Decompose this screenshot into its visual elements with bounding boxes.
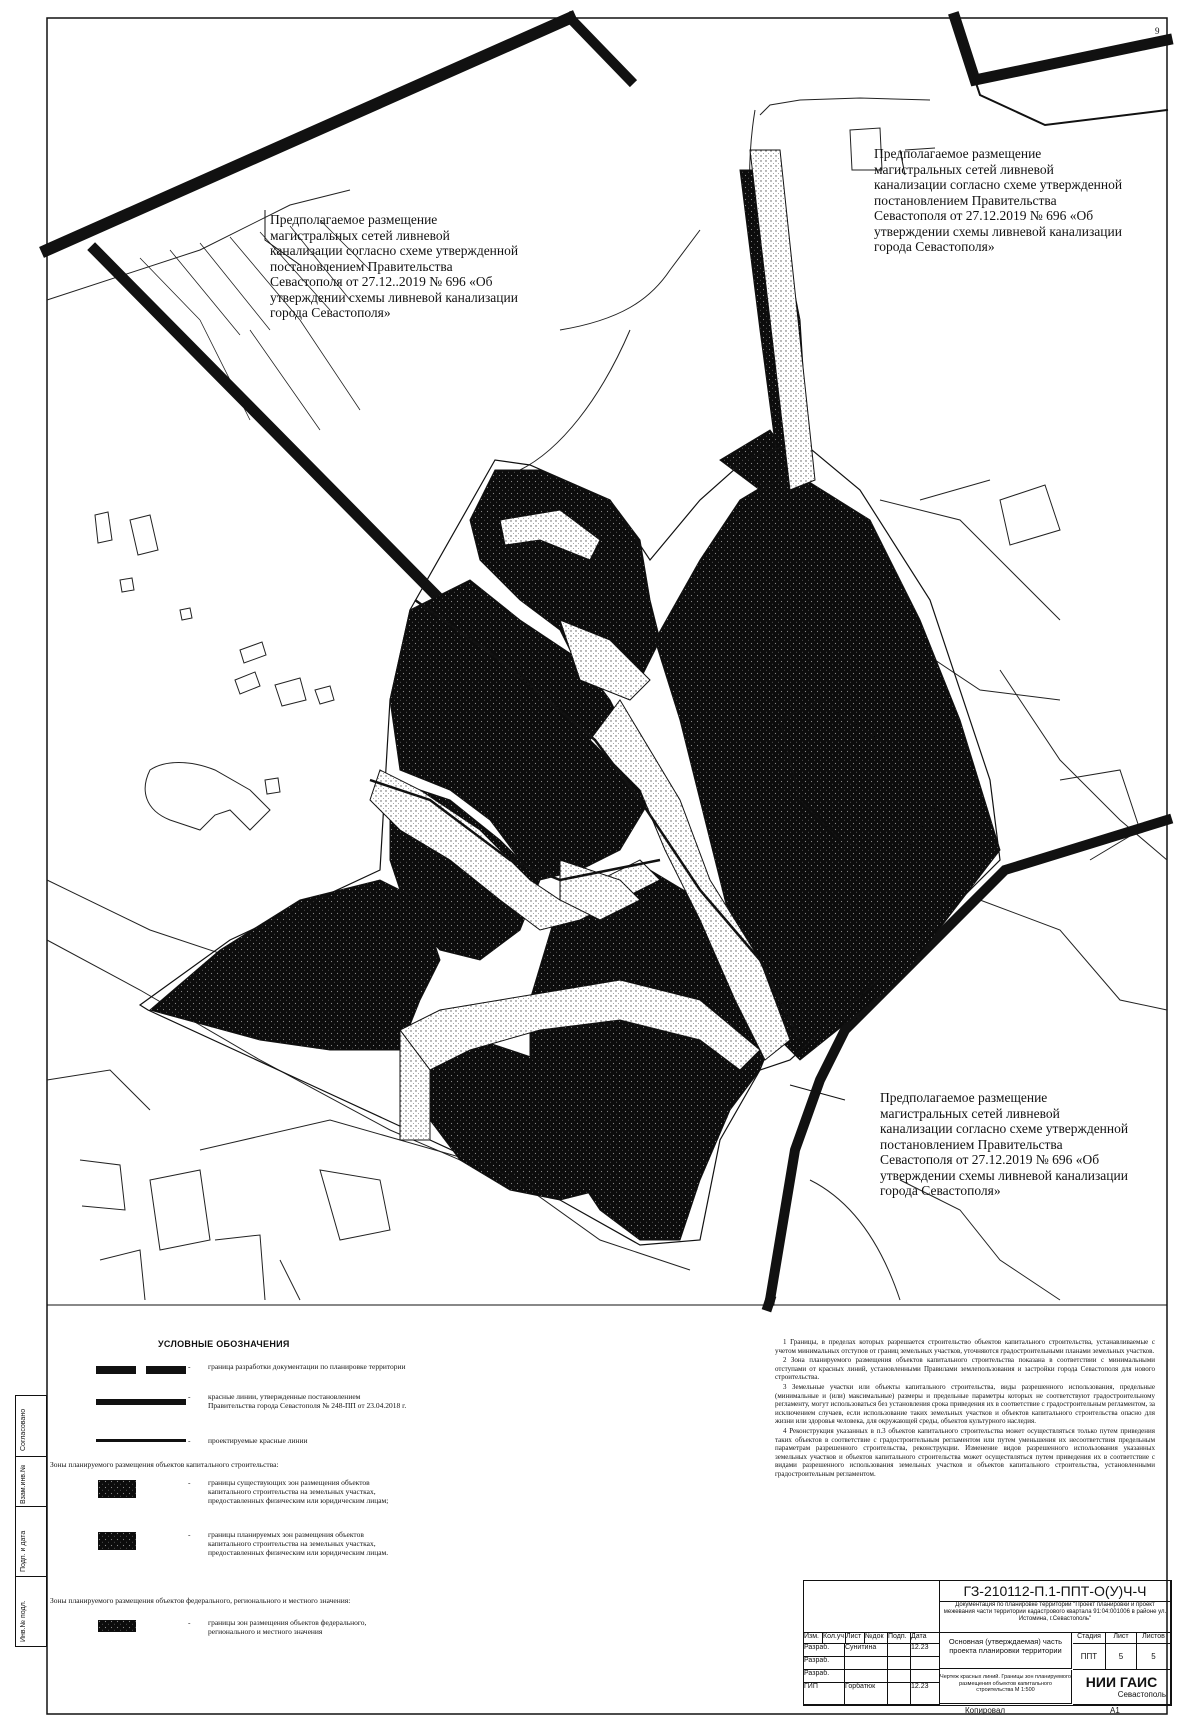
person-name: Горбатюк — [845, 1683, 888, 1705]
callout-line: магистральных сетей ливневой — [880, 1105, 1060, 1121]
side-label: Согласовано — [20, 1408, 27, 1451]
callout-line: магистральных сетей ливневой — [874, 161, 1054, 177]
legend-text: красные линии, утвержденные постановлением Правительства города Севастополя № 248-ПП от 23.04.2018 г. — [208, 1392, 407, 1410]
legend-item: - границы зон размещения объектов федерального, регионального и местного значения — [48, 1618, 408, 1648]
col-header: Дата — [911, 1633, 940, 1644]
callout-line: Севастополя от 27.12..2019 № 696 «Об — [270, 274, 493, 289]
side-stamp — [15, 1395, 47, 1647]
legend-text: граница разработки документации по планировке территории — [208, 1362, 406, 1371]
stage-value: ППТ — [1073, 1644, 1106, 1670]
person-name: Сунитина — [845, 1644, 888, 1657]
date: 12.23 — [911, 1644, 940, 1657]
col-header: Лист — [846, 1633, 865, 1644]
legend-group-heading: Зоны планируемого размещения объектов капитального строительства: — [50, 1460, 279, 1469]
drawing-title: Чертеж красных линий. Границы зон планируемого размещения объектов капитального строительства М 1:500 — [940, 1670, 1072, 1704]
callout-line: города Севастополя» — [874, 239, 995, 254]
red-line-symbol — [96, 1396, 186, 1408]
general-notes — [775, 1338, 1155, 1480]
copied-label: Копировал — [965, 1706, 1006, 1715]
legend-text: проектируемые красные линии — [208, 1436, 308, 1445]
person-name — [845, 1657, 888, 1670]
legend-group-heading: Зоны планируемого размещения объектов федерального, регионального и местного значения: — [50, 1596, 351, 1605]
legend-item: - красные линии, утвержденные постановлением Правительства города Севастополя № 248-ПП от 23.04.2018 г. — [48, 1392, 408, 1432]
section-title: Основная (утверждаемая) часть проекта планировки территории — [940, 1633, 1072, 1669]
role: Разраб. — [804, 1670, 845, 1683]
organization — [1073, 1670, 1171, 1705]
signature — [888, 1644, 911, 1657]
note-paragraph: 3 Земельные участки или объекты капитального строительства, виды разрешенного использования, предельные (минимальные и (или) максимальные) размеры и предельные параметры которых не соответствуют градостроительному регламенту, могут использоваться без установления срока приведения их в соответствие с градостроительным регламентом, за исключением случаев, если использование таких земельных участков и объектов капитального строительства опасно для жизни или здоровья человека, для окружающей среды, объектов культурного наследия. — [775, 1382, 1155, 1426]
callout-line: города Севастополя» — [270, 305, 391, 320]
col-header: №док — [865, 1633, 888, 1644]
legend-text: границы планируемых зон размещения объектов капитального строительства на земельных участках, предоставленных физическим или юридическим лицам. — [208, 1530, 389, 1557]
callout-line: канализации согласно схеме утвержденной — [270, 243, 519, 258]
legend-item: - границы существующих зон размещения объектов капитального строительства на земельных участках, предоставленных физическим или юридическим лицам; — [48, 1478, 408, 1524]
legend-item: - границы планируемых зон размещения объектов капитального строительства на земельных участках, предоставленных физическим или юридическим лицам. — [48, 1530, 408, 1576]
document-code: ГЗ-210112-П.1-ППТ-О(У)Ч-Ч — [940, 1581, 1171, 1602]
sheet-label: Лист — [1106, 1633, 1137, 1644]
zones-planned — [150, 170, 1000, 1240]
callout-top-right — [874, 146, 1122, 255]
stage-label: Стадия — [1073, 1633, 1106, 1644]
callout-line: постановлением Правительства — [874, 192, 1057, 208]
signature — [888, 1657, 911, 1670]
legend-item: - граница разработки документации по планировке территории — [48, 1362, 408, 1390]
callout-line: утверждении схемы ливневой канализации — [874, 223, 1122, 239]
proposed-line-symbol — [96, 1437, 186, 1445]
sheets-label: Листов — [1137, 1633, 1171, 1644]
date: 12.23 — [911, 1683, 940, 1705]
role: Разраб. — [804, 1657, 845, 1670]
note-paragraph: 2 Зона планируемого размещения объектов капитального строительства показана в соответствии с минимальными отступами от красных линий, установленными Правилами землепользования и застройки города Севастополя для нового строительства. — [775, 1356, 1155, 1382]
revision-area — [804, 1581, 940, 1633]
callout-top-left — [270, 212, 518, 321]
title-block — [803, 1580, 1172, 1706]
format-label: А1 — [1110, 1706, 1120, 1715]
side-label: Взам.инв.№ — [20, 1464, 27, 1504]
legend — [48, 1340, 768, 1670]
callout-line: канализации согласно схеме утвержденной — [880, 1121, 1129, 1136]
note-paragraph: 4 Реконструкция указанных в п.3 объектов капитального строительства может осуществляться только путем приведения таких объектов в соответствие с градостроительным регламентом или путем уменьшения их несоответствия предельным параметрам разрешенного строительства, реконструкции. Изменение видов разрешенного использования указанных земельных участков и объектов капитального строительства может осуществляться путем приведения их в соответствие с видами разрешенного использования земельных участков и объектов капитального строительства, установленными градостроительным регламентом. — [775, 1426, 1155, 1478]
existing-zone-symbol — [98, 1480, 136, 1498]
document-title: Документация по планировке территории "Проект планировки и проект межевания части территории кадастрового квартала 91:04:001006 в районе ул. Истомина, г.Севастополь" — [940, 1602, 1171, 1633]
callout-line: Севастополя от 27.12.2019 № 696 «Об — [880, 1152, 1100, 1167]
callout-line: постановлением Правительства — [270, 258, 453, 274]
person-name — [845, 1670, 888, 1683]
date — [911, 1657, 940, 1670]
role: Разраб. — [804, 1644, 845, 1657]
date — [911, 1670, 940, 1683]
side-label: Инв.№ подл. — [20, 1600, 27, 1642]
callout-line: Предполагаемое размещение — [270, 212, 438, 227]
note-paragraph: 1 Границы, в пределах которых разрешается строительство объектов капитального строительства, устанавливаемые с учетом минимальных отступов от границ земельных участков, уточняются градостроительными планами земельных участков. — [775, 1338, 1155, 1355]
legend-text: границы зон размещения объектов федерального, регионального и местного значения — [208, 1618, 367, 1636]
col-header: Кол.уч — [823, 1633, 846, 1644]
org-city: Севастополь — [1117, 1690, 1166, 1699]
signature — [888, 1670, 911, 1683]
callout-line: магистральных сетей ливневой — [270, 227, 450, 243]
planned-zone-symbol — [98, 1532, 136, 1550]
sheet-value: 5 — [1106, 1644, 1137, 1670]
col-header: Изм. — [804, 1633, 823, 1644]
page-number: 9 — [1155, 26, 1160, 36]
public-zone-symbol — [98, 1620, 136, 1632]
col-header: Подп. — [888, 1633, 911, 1644]
callout-line: города Севастополя» — [880, 1183, 1001, 1198]
callout-bottom-right — [880, 1090, 1128, 1199]
legend-text: границы существующих зон размещения объектов капитального строительства на земельных участках, предоставленных физическим или юридическим лицам; — [208, 1478, 389, 1505]
side-label: Подп. и дата — [20, 1530, 27, 1572]
callout-line: Предполагаемое размещение — [874, 146, 1042, 161]
legend-item: - проектируемые красные линии — [48, 1436, 408, 1452]
callout-line: канализации согласно схеме утвержденной — [874, 177, 1123, 192]
callout-line: Предполагаемое размещение — [880, 1090, 1048, 1105]
callout-line: утверждении схемы ливневой канализации — [880, 1167, 1128, 1183]
role: ГИП — [804, 1683, 845, 1705]
callout-line: постановлением Правительства — [880, 1136, 1063, 1152]
legend-title: УСЛОВНЫЕ ОБОЗНАЧЕНИЯ — [158, 1339, 290, 1349]
callout-line: Севастополя от 27.12.2019 № 696 «Об — [874, 208, 1094, 223]
sheets-value: 5 — [1137, 1644, 1171, 1670]
boundary-symbol — [96, 1364, 186, 1376]
callout-line: утверждении схемы ливневой канализации — [270, 289, 518, 305]
signature — [888, 1683, 911, 1705]
org-name: НИИ ГАИС — [1085, 1674, 1158, 1690]
